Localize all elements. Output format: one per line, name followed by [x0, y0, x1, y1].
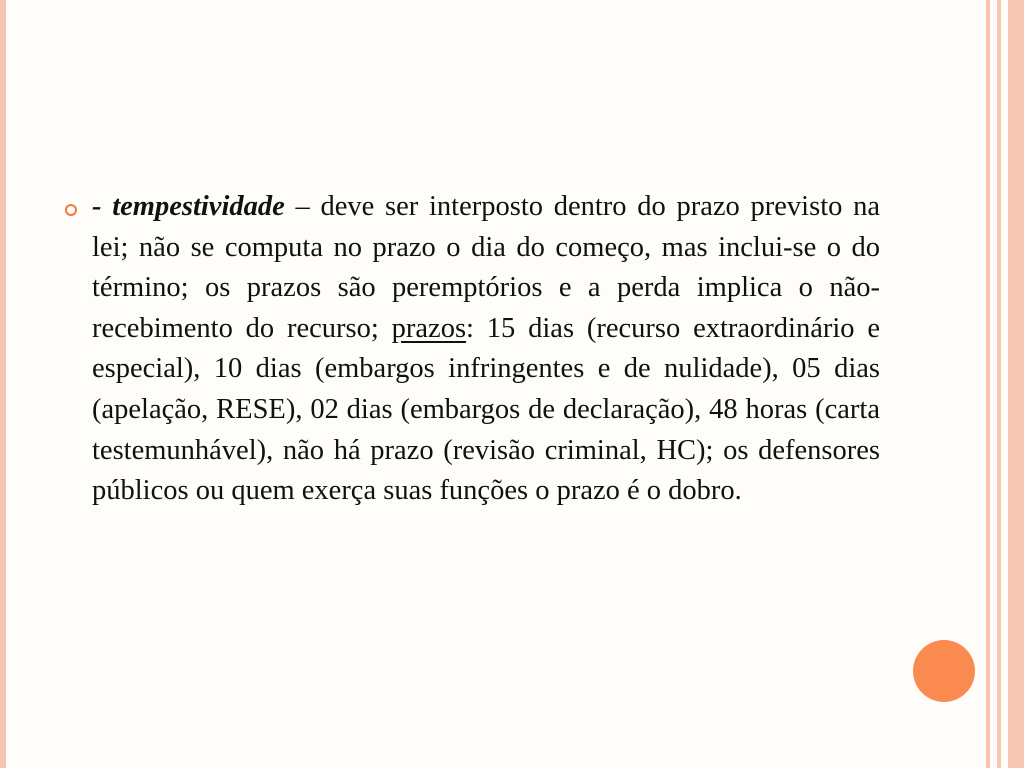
bullet-circle-icon — [65, 204, 77, 216]
right-border — [980, 0, 1024, 768]
em-dash: – — [284, 191, 321, 222]
bullet-body-part2: : 15 dias (recurso extraordinário e especial), 10 dias (embargos infringentes e de nulidade), 05 dias (apelação, RESE), 02 dias (embargos de declaração), 48 horas (carta testemunhável), não há prazo (revisão criminal, HC); os defensores públicos ou quem exerça suas funções o prazo é o dobro. — [92, 312, 881, 507]
bullet-body-part1: deve ser interposto dentro do prazo previsto na lei; não se computa no prazo o dia do começo, mas inclui-se o do término; os prazos são peremptórios e a perda implica o não-recebimento do recurso; — [92, 191, 880, 344]
border-stripe — [1008, 0, 1024, 768]
bullet-text — [92, 187, 880, 512]
border-stripe — [986, 0, 990, 768]
decorative-orange-circle — [913, 640, 975, 702]
border-stripe — [997, 0, 1001, 768]
left-border — [0, 0, 6, 768]
underlined-term: prazos — [391, 312, 467, 344]
slide-body — [58, 187, 880, 512]
bullet-lead-term: - tempestividade — [92, 191, 285, 222]
bullet-item — [58, 187, 880, 512]
